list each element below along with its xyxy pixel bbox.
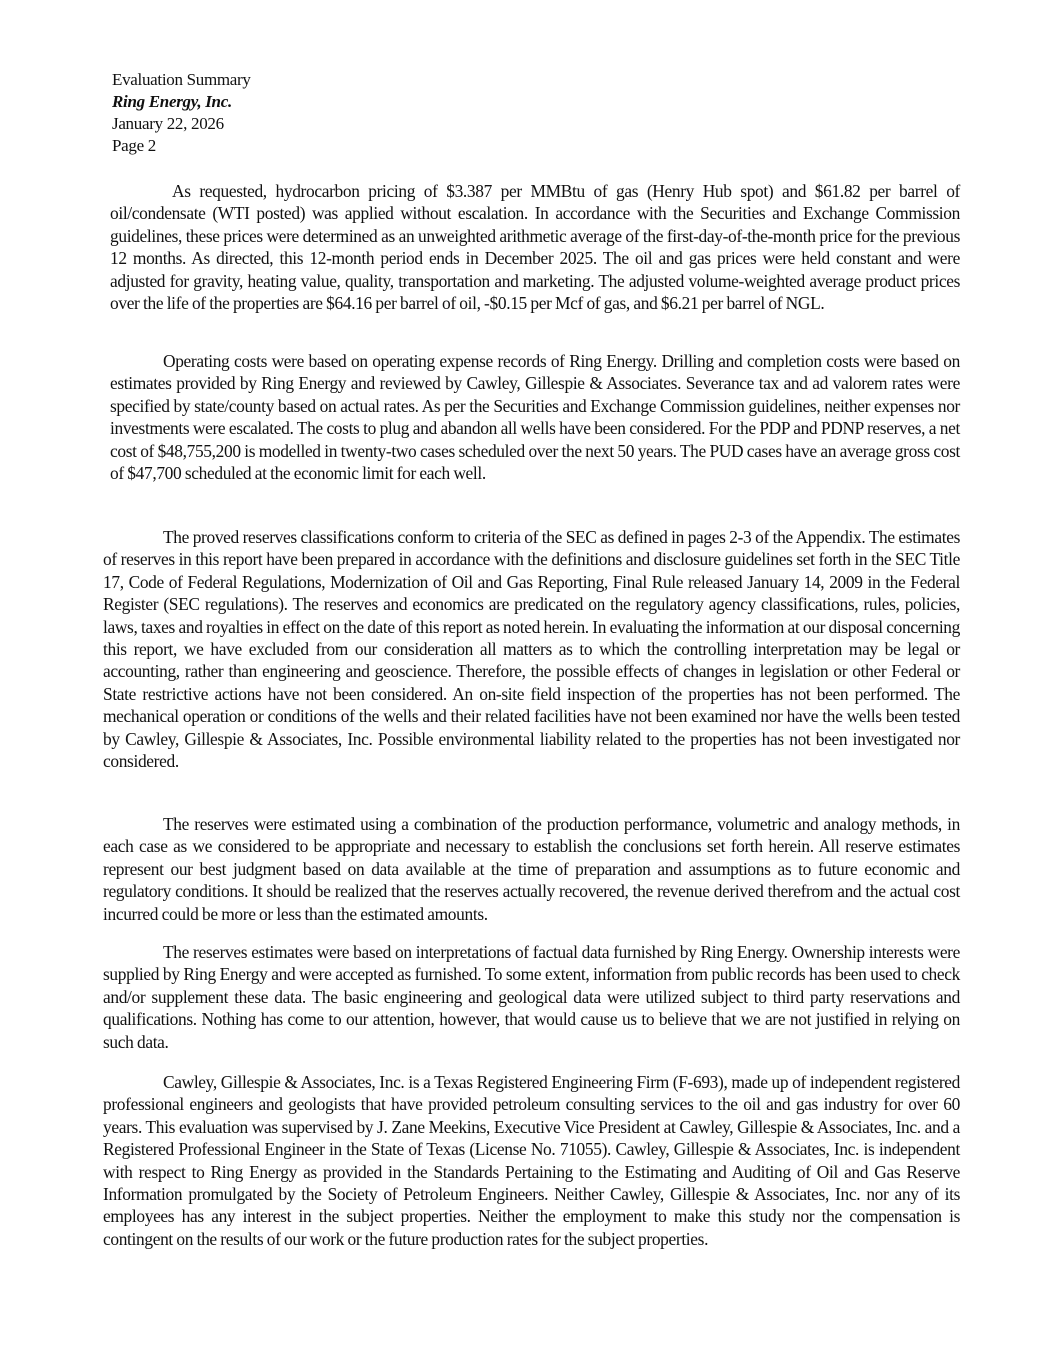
page-number: Page 2: [112, 136, 156, 155]
document-title: Evaluation Summary: [112, 70, 251, 89]
paragraph-reserves-classification: The proved reserves classifications conform to criteria of the SEC as defined in pages 2-3 of the Appendix. The estimates of reserves in this report have been prepared in accordance with the definitions and disclosure guidelines set forth in the SEC Title 17, Code of Federal Regulations, Modernization of Oil and Gas Reporting, Final Rule released January 14, 2009 in the Federal Register (SEC regulations). The reserves and economics are predicated on the regulatory agency classifications, rules, policies, laws, taxes and royalties in effect on the date of this report as noted herein. In evaluating the information at our disposal concerning this report, we have excluded from our consideration all matters as to which the controlling interpretation may be legal or accounting, rather than engineering and geoscience. Therefore, the possible effects of changes in legislation or other Federal or State restrictive actions have not been considered. An on-site field inspection of the properties has not been performed. The mechanical operation or conditions of the wells and their related facilities have not been examined nor have the wells been tested by Cawley, Gillespie & Associates, Inc. Possible environmental liability related to the properties has not been investigated nor considered.: [103, 527, 960, 772]
company-name: Ring Energy, Inc.: [112, 92, 232, 111]
paragraph-data-sources: The reserves estimates were based on interpretations of factual data furnished by Ring Energy. Ownership interests were supplied by Ring Energy and were accepted as furnished. To some extent, information from public records has been used to check and/or supplement these data. The basic engineering and geological data were utilized subject to third party reservations and qualifications. Nothing has come to our attention, however, that would cause us to believe that we are not justified in relying on such data.: [103, 942, 960, 1052]
paragraph-firm-independence: Cawley, Gillespie & Associates, Inc. is a Texas Registered Engineering Firm (F-693), made up of independent registered professional engineers and geologists that have provided petroleum consulting services to the oil and gas industry for over 60 years. This evaluation was supervised by J. Zane Meekins, Executive Vice President at Cawley, Gillespie & Associates, Inc. and a Registered Professional Engineer in the State of Texas (License No. 71055). Cawley, Gillespie & Associates, Inc. is independent with respect to Ring Energy as provided in the Standards Pertaining to the Estimating and Auditing of Oil and Gas Reserve Information promulgated by the Society of Petroleum Engineers. Neither Cawley, Gillespie & Associates, Inc. nor any of its employees has any interest in the subject properties. Neither the employment to make this study nor the compensation is contingent on the results of our work or the future production rates for the subject properties.: [103, 1072, 960, 1249]
paragraph-estimation-methods: The reserves were estimated using a combination of the production performance, volumetric and analogy methods, in each case as we considered to be appropriate and necessary to establish the conclusions set forth herein. All reserve estimates represent our best judgment based on data available at the time of preparation and assumptions as to future economic and regulatory conditions. It should be realized that the reserves actually recovered, the revenue derived therefrom and the actual cost incurred could be more or less than the estimated amounts.: [103, 814, 960, 924]
paragraph-pricing: As requested, hydrocarbon pricing of $3.387 per MMBtu of gas (Henry Hub spot) and $61.82 per barrel of oil/condensate (WTI posted) was applied without escalation. In accordance with the Securities and Exchange Commission guidelines, these prices were determined as an unweighted arithmetic average of the first-day-of-the-month price for the previous 12 months. As directed, this 12-month period ends in December 2025. The oil and gas prices were held constant and were adjusted for gravity, heating value, quality, transportation and marketing. The adjusted volume-weighted average product prices over the life of the properties are $64.16 per barrel of oil, -$0.15 per Mcf of gas, and $6.21 per barrel of NGL.: [110, 181, 960, 314]
paragraph-operating-costs: Operating costs were based on operating expense records of Ring Energy. Drilling and completion costs were based on estimates provided by Ring Energy and reviewed by Cawley, Gillespie & Associates. Severance tax and ad valorem rates were specified by state/county based on actual rates. As per the Securities and Exchange Commission guidelines, neither expenses nor investments were escalated. The costs to plug and abandon all wells have been considered. For the PDP and PDNP reserves, a net cost of $48,755,200 is modelled in twenty-two cases scheduled over the next 50 years. The PUD cases have an average gross cost of $47,700 scheduled at the economic limit for each well.: [110, 351, 960, 484]
page-header: [112, 69, 251, 157]
document-date: January 22, 2026: [112, 114, 224, 133]
